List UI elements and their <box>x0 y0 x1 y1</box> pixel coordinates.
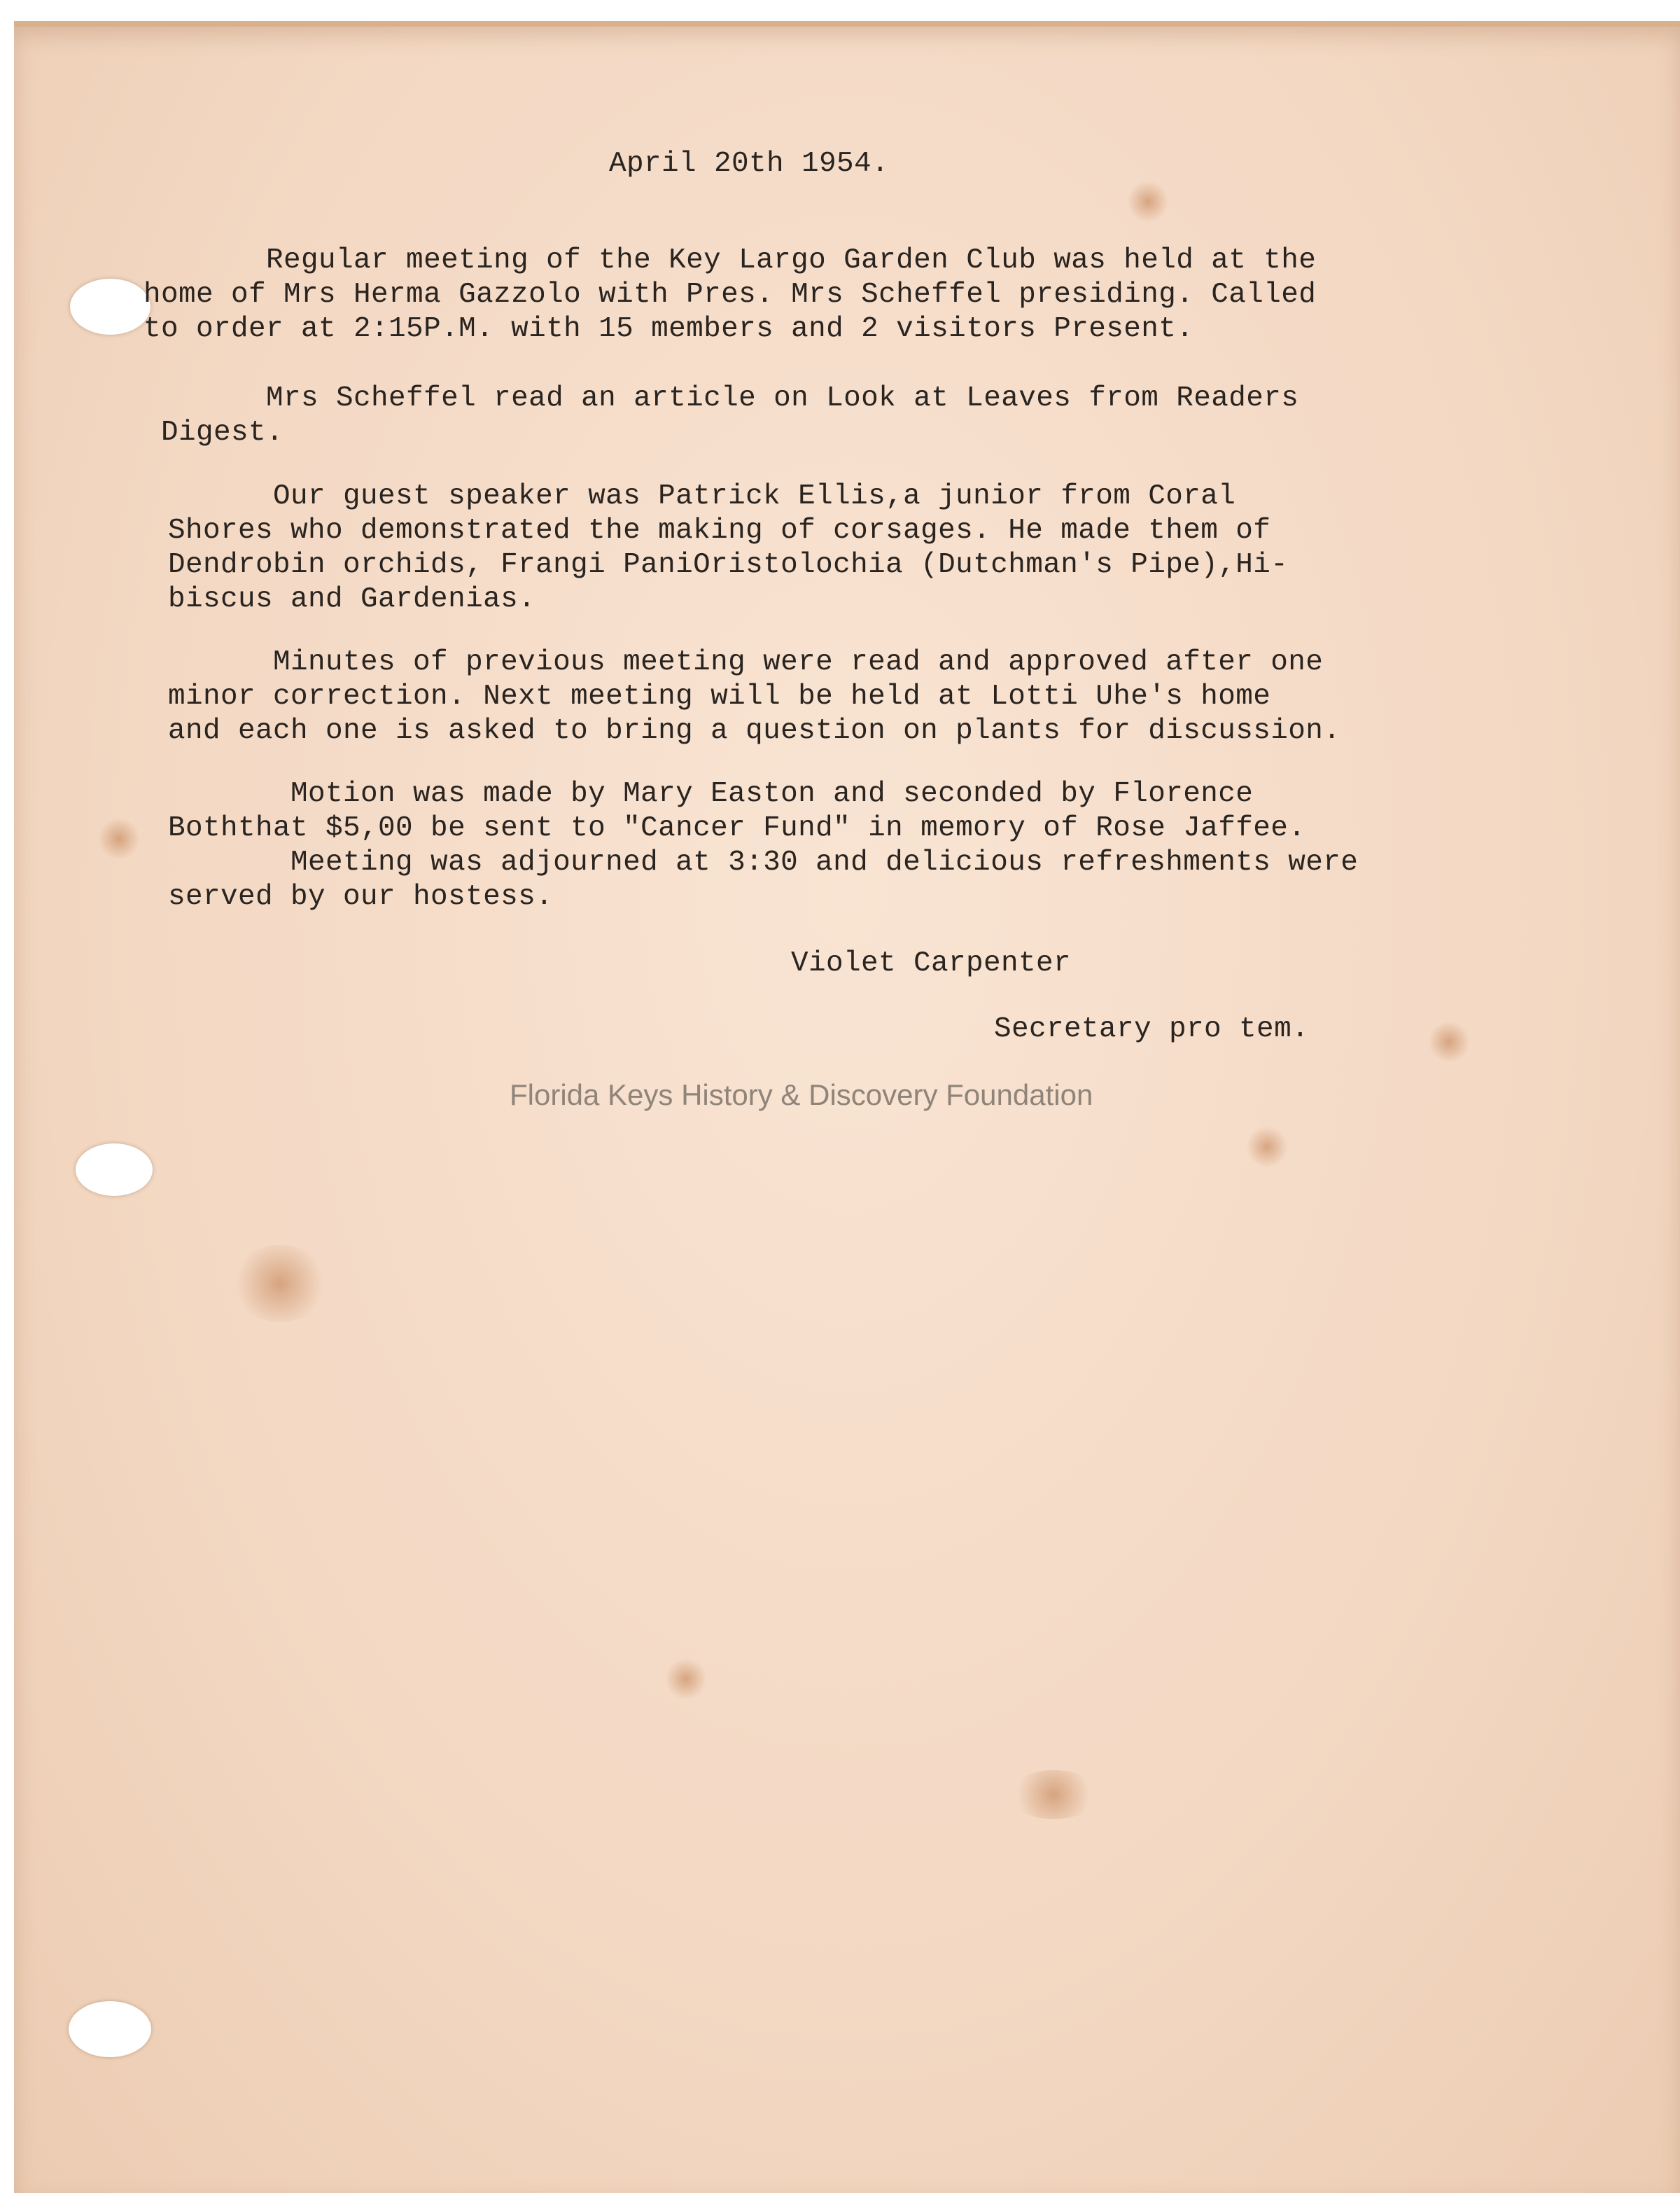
signature-name: Violet Carpenter <box>791 947 1072 980</box>
document-date: April 20th 1954. <box>609 148 890 180</box>
punch-hole <box>69 2001 151 2057</box>
paragraph-minutes: Minutes of previous meeting were read and approved after one minor correction. Next meeting will be held at Lotti Uhe's home and each one is asked to bring a question on plants for discussion. <box>168 646 1341 747</box>
stain <box>665 1658 707 1700</box>
stain <box>1008 1770 1099 1819</box>
paragraph-motion-adjournment: Motion was made by Mary Easton and seconded by Florence Boththat $5,00 be sent to "Cancer Fund" in memory of Rose Jaffee. Meeting was adjourned at 3:30 and delicious refreshments were served by our hostess. <box>168 778 1359 913</box>
paragraph-guest-speaker: Our guest speaker was Patrick Ellis,a junior from Coral Shores who demonstrated the making of corsages. He made them of Dendrobin orchids, Frangi PaniOristolochia (Dutchman's Pipe),Hi- biscus and Gardenias. <box>168 480 1289 615</box>
paragraph-article: Mrs Scheffel read an article on Look at Leaves from Readers Digest. <box>161 382 1299 449</box>
signature-title: Secretary pro tem. <box>994 1013 1310 1045</box>
stain <box>1246 1126 1288 1168</box>
stain <box>1428 1021 1470 1063</box>
stain <box>231 1245 329 1322</box>
stain <box>1127 181 1169 223</box>
stain <box>98 818 140 860</box>
punch-hole <box>70 279 150 335</box>
paragraph-meeting-opening: Regular meeting of the Key Largo Garden Club was held at the home of Mrs Herma Gazzolo with Pres. Mrs Scheffel presiding. Called to order at 2:15P.M. with 15 members and 2 visitors Present. <box>144 244 1317 345</box>
punch-hole <box>76 1143 153 1196</box>
watermark-text: Florida Keys History & Discovery Foundation <box>510 1078 1093 1111</box>
